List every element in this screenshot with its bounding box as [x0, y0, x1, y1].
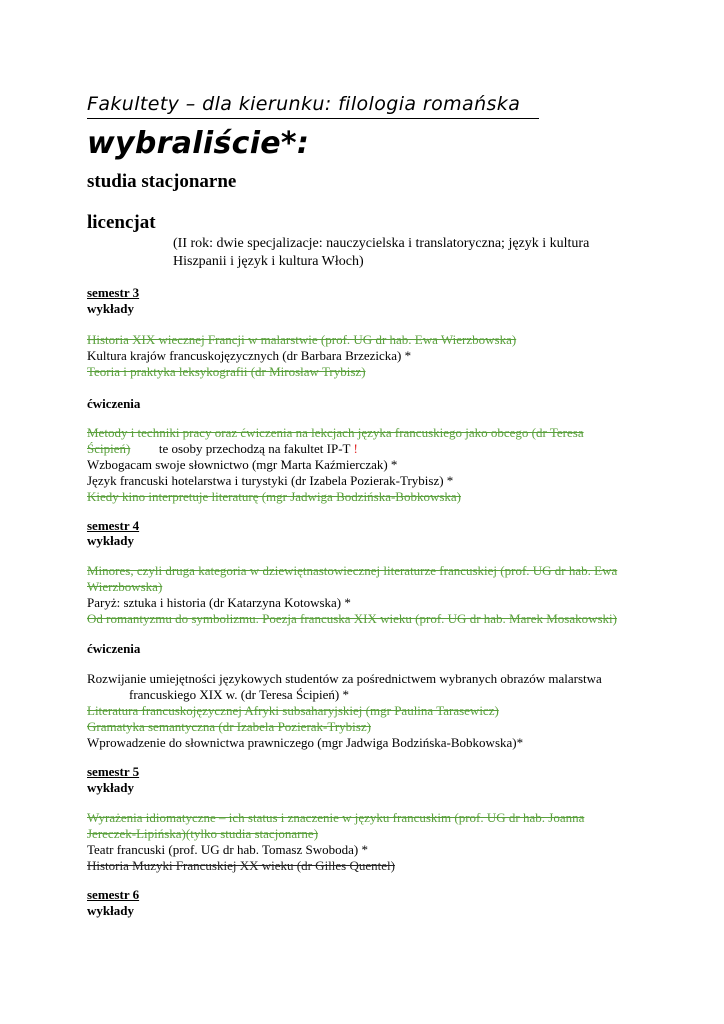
semester-3-lectures-label: wykłady — [87, 301, 134, 316]
course-item: Rozwijanie umiejętności językowych studentów za pośrednictwem wybranych obrazów malarstwa — [87, 671, 602, 686]
course-item-struck: Ścipień) — [87, 441, 131, 456]
semester-5-lectures-label: wykłady — [87, 780, 134, 795]
course-item: Wzbogacam swoje słownictwo (mgr Marta Kaźmierczak) * — [87, 457, 398, 472]
semester-6-heading: semestr 6 — [87, 887, 140, 902]
course-item-struck: Od romantyzmu do symbolizmu. Poezja francuska XIX wieku (prof. UG dr hab. Marek Mosakowski) — [87, 611, 617, 626]
course-item: Wprowadzenie do słownictwa prawniczego (mgr Jadwiga Bodzińska-Bobkowska)* — [87, 735, 524, 750]
course-item-continuation: francuskiego XIX w. (dr Teresa Ścipień) * — [129, 687, 350, 702]
course-item-struck: Historia XIX wiecznej Francji w malarstwie (prof. UG dr hab. Ewa Wierzbowska) — [87, 332, 517, 347]
semester-4-exercises-label: ćwiczenia — [87, 641, 141, 656]
course-item-struck: Wyrażenia idiomatyczne – ich status i znaczenie w języku francuskim (prof. UG dr hab. Joanna — [87, 810, 585, 825]
semester-6-lectures-label: wykłady — [87, 903, 134, 918]
course-item-with-note — [87, 441, 358, 457]
transfer-note: te osoby przechodzą na fakultet IP-T — [158, 441, 351, 456]
exclamation-mark: ! — [353, 441, 358, 456]
course-item: Język francuski hotelarstwa i turystyki (dr Izabela Pozierak-Trybisz) * — [87, 473, 454, 488]
course-item-struck: Wierzbowska) — [87, 579, 163, 594]
course-item: Kultura krajów francuskojęzycznych (dr Barbara Brzezicka) * — [87, 348, 412, 363]
course-item-struck: Metody i techniki pracy oraz ćwiczenia na lekcjach języka francuskiego jako obcego (dr Teresa — [87, 425, 584, 440]
study-mode-heading: studia stacjonarne — [87, 171, 237, 192]
course-item-struck: Teoria i praktyka leksykografii (dr Mirosław Trybisz) — [87, 364, 366, 379]
course-item-struck: Gramatyka semantyczna (dr Izabela Pozierak-Trybisz) — [87, 719, 371, 734]
course-item: Teatr francuski (prof. UG dr hab. Tomasz Swoboda) * — [87, 842, 368, 857]
document-subtitle: wybraliście*: — [87, 126, 310, 161]
course-item-struck: Minores, czyli druga kategoria w dziewiętnastowiecznej literaturze francuskiej (prof. UG dr hab. Ewa — [87, 563, 618, 578]
course-item-struck: Historia Muzyki Francuskiej XX wieku (dr Gilles Quentel) — [87, 858, 395, 873]
semester-4-lectures-label: wykłady — [87, 533, 134, 548]
course-item: Paryż: sztuka i historia (dr Katarzyna Kotowska) * — [87, 595, 351, 610]
degree-heading: licencjat — [87, 212, 156, 233]
semester-4-heading: semestr 4 — [87, 518, 140, 533]
specialization-note — [173, 235, 589, 271]
course-item-struck: Kiedy kino interpretuje literaturę (mgr Jadwiga Bodzińska-Bobkowska) — [87, 489, 462, 504]
note-line: Hiszpanii i język i kultura Włoch) — [173, 254, 364, 269]
title-underline — [87, 118, 539, 119]
course-item-struck: Literatura francuskojęzycznej Afryki subsaharyjskiej (mgr Paulina Tarasewicz) — [87, 703, 499, 718]
note-line: (II rok: dwie specjalizacje: nauczycielska i translatoryczna; język i kultura — [173, 236, 590, 251]
semester-3-heading: semestr 3 — [87, 285, 140, 300]
semester-5-heading: semestr 5 — [87, 764, 140, 779]
semester-3-exercises-label: ćwiczenia — [87, 396, 141, 411]
course-item-struck: Jereczek-Lipińska)(tylko studia stacjonarne) — [87, 826, 319, 841]
document-title: Fakultety – dla kierunku: filologia romańska — [87, 93, 521, 115]
